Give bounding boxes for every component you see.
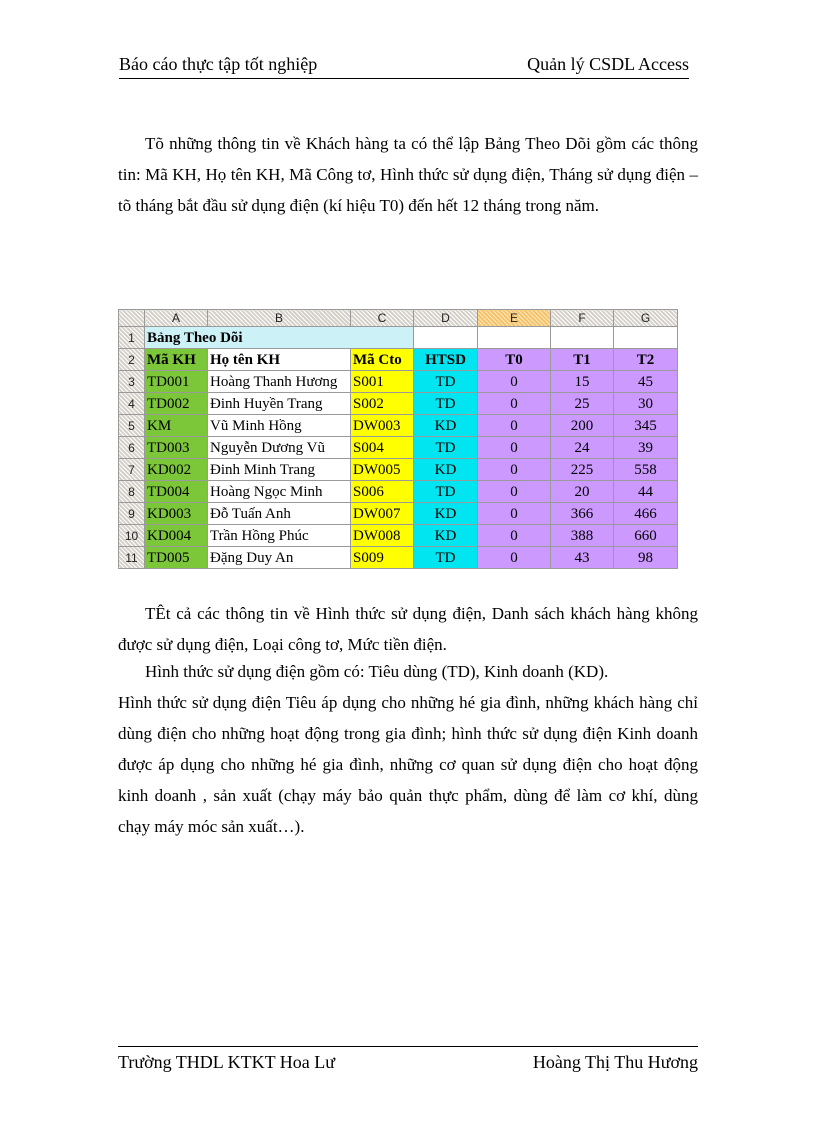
row-header[interactable]: 7 [119,459,145,481]
cell-htsd[interactable]: TD [414,437,478,459]
table-row [119,371,678,393]
cell-ma-cto[interactable]: S009 [351,547,414,569]
cell-ma-cto[interactable]: DW008 [351,525,414,547]
row-header[interactable]: 5 [119,415,145,437]
table-row [119,393,678,415]
column-header-selected[interactable]: E [478,310,551,327]
cell-t0[interactable]: 0 [478,525,551,547]
table-row [119,459,678,481]
cell-ma-kh[interactable]: TD005 [145,547,208,569]
cell-ma-cto[interactable]: DW003 [351,415,414,437]
cell-ma-kh[interactable]: KD004 [145,525,208,547]
header-right: Quản lý CSDL Access [527,54,689,74]
row-header[interactable]: 1 [119,327,145,349]
cell-ho-ten[interactable]: Trần Hồng Phúc [208,525,351,547]
cell[interactable] [614,327,678,349]
column-header[interactable]: B [208,310,351,327]
cell-t1[interactable]: 43 [551,547,614,569]
cell-t2[interactable]: 45 [614,371,678,393]
row-header[interactable]: 2 [119,349,145,371]
cell-htsd[interactable]: TD [414,547,478,569]
row-header[interactable]: 11 [119,547,145,569]
column-header[interactable]: C [351,310,414,327]
cell-ma-cto[interactable]: S006 [351,481,414,503]
table-row [119,525,678,547]
cell-ma-kh[interactable]: TD001 [145,371,208,393]
cell-t0[interactable]: 0 [478,481,551,503]
column-header[interactable]: F [551,310,614,327]
cell-t2[interactable]: 345 [614,415,678,437]
row-header[interactable]: 8 [119,481,145,503]
cell-t1[interactable]: 20 [551,481,614,503]
paragraph-info: TÊt cả các thông tin về Hình thức sử dụng điện, Danh sách khách hàng không được sử dụng điện, Loại công tơ, Mức tiền điện. [118,604,698,654]
footer-left: Trường THDL KTKT Hoa Lư [118,1052,336,1072]
cell-ho-ten[interactable]: Đặng Duy An [208,547,351,569]
cell-htsd[interactable]: TD [414,481,478,503]
cell-t2[interactable]: 660 [614,525,678,547]
row-header[interactable]: 10 [119,525,145,547]
cell-ho-ten[interactable]: Đỗ Tuấn Anh [208,503,351,525]
cell-ho-ten[interactable]: Hoàng Ngọc Minh [208,481,351,503]
cell-t2[interactable]: 39 [614,437,678,459]
cell-t1[interactable]: 366 [551,503,614,525]
cell-t1[interactable]: 25 [551,393,614,415]
column-header[interactable]: A [145,310,208,327]
cell-t0[interactable]: 0 [478,437,551,459]
cell-ma-kh[interactable]: KD003 [145,503,208,525]
column-header[interactable]: D [414,310,478,327]
cell-ho-ten[interactable]: Đinh Huyền Trang [208,393,351,415]
cell[interactable] [414,327,478,349]
cell-ho-ten[interactable]: Hoàng Thanh Hương [208,371,351,393]
paragraph-intro: Tõ những thông tin về Khách hàng ta có thể lập Bảng Theo Dõi gồm các thông tin: Mã KH, Họ tên KH, Mã Công tơ, Hình thức sử dụng điện, Tháng sử dụng điện – tõ tháng bắt đầu sử dụng điện (kí hiệu T0) đến hết 12 tháng trong năm. [118,134,698,215]
cell-t1[interactable]: 15 [551,371,614,393]
header-cell-t0[interactable]: T0 [478,349,551,371]
row-header[interactable]: 4 [119,393,145,415]
cell-t0[interactable]: 0 [478,547,551,569]
header-cell-t2[interactable]: T2 [614,349,678,371]
cell-ma-cto[interactable]: DW007 [351,503,414,525]
cell-ho-ten[interactable]: Vũ Minh Hồng [208,415,351,437]
cell-t2[interactable]: 466 [614,503,678,525]
header-cell-ma-kh[interactable]: Mã KH [145,349,208,371]
table-row [119,503,678,525]
header-cell-ho-ten[interactable]: Họ tên KH [208,349,351,371]
sheet-title-cell[interactable]: Bảng Theo Dõi [145,327,414,349]
row-header[interactable]: 6 [119,437,145,459]
page-footer [118,1046,698,1077]
cell-t0[interactable]: 0 [478,503,551,525]
row-header[interactable]: 9 [119,503,145,525]
cell-t1[interactable]: 225 [551,459,614,481]
column-header-row [119,310,678,327]
table-row [119,437,678,459]
cell-htsd[interactable]: KD [414,503,478,525]
cell-ma-kh[interactable]: KM [145,415,208,437]
cell-t2[interactable]: 44 [614,481,678,503]
cell-t2[interactable]: 98 [614,547,678,569]
cell-ma-kh[interactable]: TD003 [145,437,208,459]
cell-htsd[interactable]: KD [414,415,478,437]
table-row [119,547,678,569]
cell-t0[interactable]: 0 [478,371,551,393]
cell-htsd[interactable]: KD [414,459,478,481]
cell-ma-kh[interactable]: TD002 [145,393,208,415]
table-row [119,415,678,437]
page-header [119,52,689,79]
cell-ma-cto[interactable]: S001 [351,371,414,393]
sheet-header-row [119,349,678,371]
cell-ma-cto[interactable]: S004 [351,437,414,459]
cell-t0[interactable]: 0 [478,459,551,481]
cell-ho-ten[interactable]: Đinh Minh Trang [208,459,351,481]
footer-right: Hoàng Thị Thu Hương [532,1052,698,1072]
sheet-row [119,327,678,349]
cell-t1[interactable]: 24 [551,437,614,459]
header-cell-ma-cto[interactable]: Mã Cto [351,349,414,371]
corner-cell[interactable] [119,310,145,327]
cell-t1[interactable]: 388 [551,525,614,547]
cell-ma-cto[interactable]: S002 [351,393,414,415]
cell-t2[interactable]: 558 [614,459,678,481]
cell-t0[interactable]: 0 [478,415,551,437]
paragraph-detail: Hình thức sử dụng điện Tiêu áp dụng cho những hé gia đình, những khách hàng chỉ dùng điện cho những hoạt động trong gia đình; hình thức sử dụng điện Kinh doanh được áp dụng cho những hé gia đình, những cơ quan sử dụng điện cho hoạt động kinh doanh , sản xuất (chạy máy bảo quản thực phẩm, dùng để làm cơ khí, dùng chạy máy móc sản xuất…). [118,693,698,836]
cell-htsd[interactable]: TD [414,393,478,415]
cell-htsd[interactable]: KD [414,525,478,547]
header-left: Báo cáo thực tập tốt nghiệp [119,54,318,74]
column-header[interactable]: G [614,310,678,327]
cell[interactable] [551,327,614,349]
row-header[interactable]: 3 [119,371,145,393]
cell-ma-kh[interactable]: KD002 [145,459,208,481]
cell-htsd[interactable]: TD [414,371,478,393]
cell-t1[interactable]: 200 [551,415,614,437]
cell-ma-cto[interactable]: DW005 [351,459,414,481]
header-cell-t1[interactable]: T1 [551,349,614,371]
cell-t0[interactable]: 0 [478,393,551,415]
cell-ho-ten[interactable]: Nguyễn Dương Vũ [208,437,351,459]
header-cell-htsd[interactable]: HTSD [414,349,478,371]
paragraph-types: Hình thức sử dụng điện gồm có: Tiêu dùng (TD), Kinh doanh (KD). [145,662,609,681]
cell-t2[interactable]: 30 [614,393,678,415]
cell-ma-kh[interactable]: TD004 [145,481,208,503]
spreadsheet-table [118,309,678,569]
cell[interactable] [478,327,551,349]
table-row [119,481,678,503]
